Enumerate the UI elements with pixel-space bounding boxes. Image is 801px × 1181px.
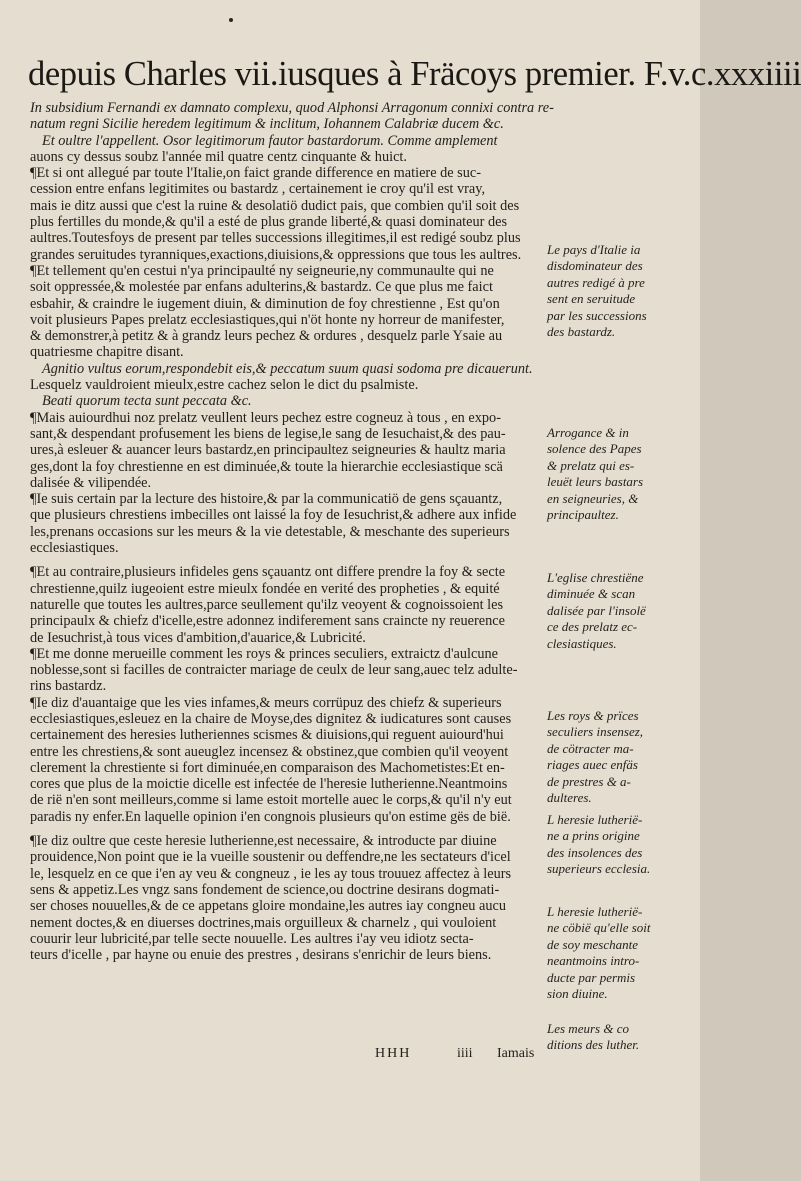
text-line: mais ie ditz aussi que c'est la ruine & desolatiö dudict pais, que combien qu'il soit des [30, 197, 520, 214]
signature-mark: HHH [375, 1046, 412, 1061]
margin-note-line: diminuée & scan [547, 586, 636, 602]
text-line: Lesquelz vauldroient mieulx,estre cachez selon le dict du psalmiste. [30, 377, 419, 394]
margin-note-line: Le pays d'Italie ia [547, 242, 641, 257]
margin-note [547, 1021, 697, 1054]
page-footer [30, 1046, 542, 1066]
text-line: clerement la chrestiente si fort diminuée,en comparaison des Machometistes:Et en- [30, 759, 505, 776]
text-line: les,prenans occasions sur les meurs & la vie detestable, & meschante des superieurs [30, 523, 510, 540]
margin-note-line: seculiers insensez, [547, 724, 644, 740]
text-line: ¶Et au contraire,plusieurs infideles gens sçauantz ont differe prendre la foy & secte [30, 564, 506, 581]
text-line: esbahir, & craindre le iugement diuin, & diminution de foy chrestienne , Est qu'on [30, 295, 500, 312]
text-line: ¶Ie diz d'auantaige que les vies infames,& meurs corrüpuz des chiefz & superieurs [30, 694, 502, 711]
margin-note [547, 904, 697, 1002]
text-line: sens & appetiz.Les vngz sans fondement de science,ou doctrine desirans dogmati- [30, 881, 500, 898]
margin-note-line: ducte par permis [547, 969, 636, 985]
text-line: rins bastardz. [30, 678, 107, 695]
margin-note-line: & prelatz qui es- [547, 457, 635, 473]
paragraph-gap [30, 556, 542, 564]
text-line: paradis ny enfer.En laquelle opinion i'en congnois plusieurs qu'on estime gës de bië. [30, 808, 511, 825]
text-line: naturelle que toutes les aultres,parce seullement qu'ilz veoyent & cognoissoient les [30, 596, 504, 613]
running-header: depuis Charles vii.iusques à Fräcoys premier. F.v.c.xxxiiii [28, 55, 801, 93]
ink-dot [229, 18, 233, 22]
margin-note-line: Les meurs & co [547, 1021, 629, 1036]
text-line: sant,& despendant profusement les biens de legise,le sang de Iesuchaist,& des pau- [30, 425, 506, 442]
margin-note-line: superieurs ecclesia. [547, 861, 651, 877]
text-line: Agnitio vultus eorum,respondebit eis,& peccatum suum quasi sodoma pre dicauerunt. [42, 360, 533, 377]
text-line: couurir leur lubricité,par telle secte nouuelle. Les aultres i'ay veu idiotz secta- [30, 930, 474, 947]
text-line: ¶Et si ont allegué par toute l'Italie,on faict grande difference en matiere de suc- [30, 165, 482, 182]
margin-note-line: ne cöbië qu'elle soit [547, 920, 651, 936]
margin-note [547, 242, 697, 340]
margin-note-line: riages auec enfäs [547, 757, 638, 773]
text-line: ecclesiastiques,esleuez en la chaire de Moyse,des dignitez & iudicatures sont causes [30, 710, 512, 727]
text-line: quatriesme chapitre disant. [30, 344, 184, 361]
margin-note [547, 708, 697, 806]
margin-note-line: neantmoins intro- [547, 953, 640, 969]
text-line: aultres.Toutesfoys de present par telles successions illegitimes,il est redigé soubz plus [30, 230, 521, 247]
text-line: ser choses nouuelles,& de ce appetans gloire mondaine,les autres iay congneu aucu [30, 898, 506, 915]
margin-note-line: ce des prelatz ec- [547, 619, 638, 635]
text-line: chrestienne,quilz iugeoient estre mieulx fondée en verité des propheties , & equité [30, 580, 500, 597]
text-line: voit plusieurs Papes prelatz ecclesiastiques,qui n'öt honte ny horreur de manifester, [30, 311, 505, 328]
text-line: ures,à esleuer & auancer leurs bastardz,en principaultez seigneuries & haultz maria [30, 442, 506, 459]
margin-note-line: ne a prins origine [547, 828, 640, 844]
paragraph-gap [30, 825, 542, 833]
margin-note-line: Arrogance & in [547, 425, 629, 440]
signature-number: iiii [457, 1046, 473, 1061]
text-line: nement doctes,& en diuerses doctrines,mais orguilleux & charnelz , qui vouloient [30, 914, 497, 931]
text-line: noblesse,sont si facilles de contraicter mariage de ceulx de leur sang,auec telz adulte- [30, 662, 518, 679]
text-line: In subsidium Fernandi ex damnato complexu, quod Alphonsi Arragonum connixi contra re- [30, 100, 554, 116]
margin-note [547, 570, 697, 652]
margin-note-line: dalisée par l'insolë [547, 602, 646, 618]
text-line: auons cy dessus soubz l'année mil quatre centz cinquante & huict. [30, 148, 407, 165]
margin-note-line: solence des Papes [547, 441, 642, 457]
margin-note-line: disdominateur des [547, 258, 643, 274]
margin-note-line: par les successions [547, 307, 647, 323]
text-line: certainement des heresies lutheriennes scismes & diuisions,qui reguent auiourd'hui [30, 727, 504, 744]
text-line: soit oppressée,& molestée par enfans adulterins,& bastardz. Ce que plus me faict [30, 279, 493, 296]
text-line: Beati quorum tecta sunt peccata &c. [42, 393, 252, 410]
margin-note-line: L heresie lutherië- [547, 812, 643, 827]
text-line: de Iesuchrist,à tous vices d'ambition,d'auarice,& Lubricité. [30, 629, 366, 646]
text-line: ¶Et tellement qu'en cestui n'ya principaulté ny seigneurie,ny communaulte qui ne [30, 262, 494, 279]
catchword: Iamais [497, 1046, 535, 1061]
margin-note-line: de cötracter ma- [547, 740, 634, 756]
text-line: ¶Et me donne merueille comment les roys & princes seculiers, extraictz d'aulcune [30, 645, 498, 662]
text-line: ¶Ie suis certain par la lecture des histoire,& par la communicatiö de gens sçauantz, [30, 491, 503, 508]
text-line: ges,dont la foy chrestienne en est diminuée,& toute la hierarchie ecclesiastique scä [30, 458, 503, 475]
text-line: de rië n'en sont meilleurs,comme si lame estoit mortelle auec le corps,& qu'il n'y eut [30, 792, 512, 809]
text-line: grandes seruitudes tyranniques,exactions,diuisions,& oppressions que tous les aultres. [30, 246, 522, 263]
main-text-column [30, 100, 554, 964]
margin-note [547, 812, 697, 878]
margin-note [547, 425, 697, 523]
text-line: Et oultre l'appellent. Osor legitimorum fautor bastardorum. Comme amplement [42, 132, 498, 149]
margin-note-line: dulteres. [547, 790, 592, 806]
margin-note-line: ditions des luther. [547, 1037, 640, 1053]
text-line: plus fertilles du monde,& qu'il a esté de plus grande liberté,& quasi dominateur des [30, 214, 508, 231]
text-line: principaulx & chiefz d'icelle,estre adonnez indiferement sans craincte ny reuerence [30, 613, 505, 630]
margin-note-line: autres redigé à pre [547, 274, 645, 290]
text-line: entre les chrestiens,& sont aueuglez incensez & obstinez,que combien qu'il veoyent [30, 743, 509, 760]
text-line: cession entre enfans legitimites ou bastardz , certainement ie croy qu'il est vray, [30, 181, 486, 198]
margin-note-line: sion diuine. [547, 986, 608, 1002]
text-line: ecclesiastiques. [30, 540, 119, 557]
margin-note-line: de soy meschante [547, 936, 638, 952]
text-line: dalisée & vilipendée. [30, 474, 152, 491]
margin-note-line: leuët leurs bastars [547, 474, 644, 490]
margin-note-line: de prestres & a- [547, 773, 631, 789]
margin-note-line: Les roys & prïces [547, 708, 639, 723]
text-line: cores que plus de la moictie dicelle est infectée de l'heresie lutherienne.Neantmoins [30, 776, 508, 793]
text-line: ¶Mais auiourdhui noz prelatz veullent leurs pechez estre cogneuz à tous , en expo- [30, 409, 501, 426]
margin-note-line: sent en seruitude [547, 291, 636, 307]
text-line: le, lesquelz en ce que i'en ay veu & congneuz , ie les ay tous trouuez affectez à leurs [30, 865, 512, 882]
margin-note-line: principaultez. [547, 507, 619, 523]
margin-note-line: des insolences des [547, 844, 643, 860]
margin-note-line: en seigneuries, & [547, 490, 639, 506]
text-line: prouidence,Non point que ie la vueille soustenir ou deffendre,ne les sectateurs d'icel [30, 849, 511, 866]
text-line: & demonstrer,à petitz & à grandz leurs pechez & ordures , desquelz parle Ysaie au [30, 328, 503, 345]
text-line: teurs d'icelle , par hayne ou enuie des prestres , desirans s'enrichir de leurs biens. [30, 947, 492, 964]
margin-note-line: L heresie lutherië- [547, 904, 643, 919]
text-line: natum regni Sicilie heredem legitimum & inclitum, Iohannem Calabriæ ducem &c. [30, 116, 504, 133]
text-line: que plusieurs chrestiens imbecilles ont laissé la foy de Iesuchrist,& adhere aux infide [30, 507, 517, 524]
text-line: ¶Ie diz oultre que ceste heresie lutherienne,est necessaire, & introducte par diuine [30, 833, 497, 850]
margin-note-line: des bastardz. [547, 324, 616, 340]
margin-note-line: clesiastiques. [547, 635, 617, 651]
margin-note-line: L'eglise chrestiëne [547, 570, 644, 585]
